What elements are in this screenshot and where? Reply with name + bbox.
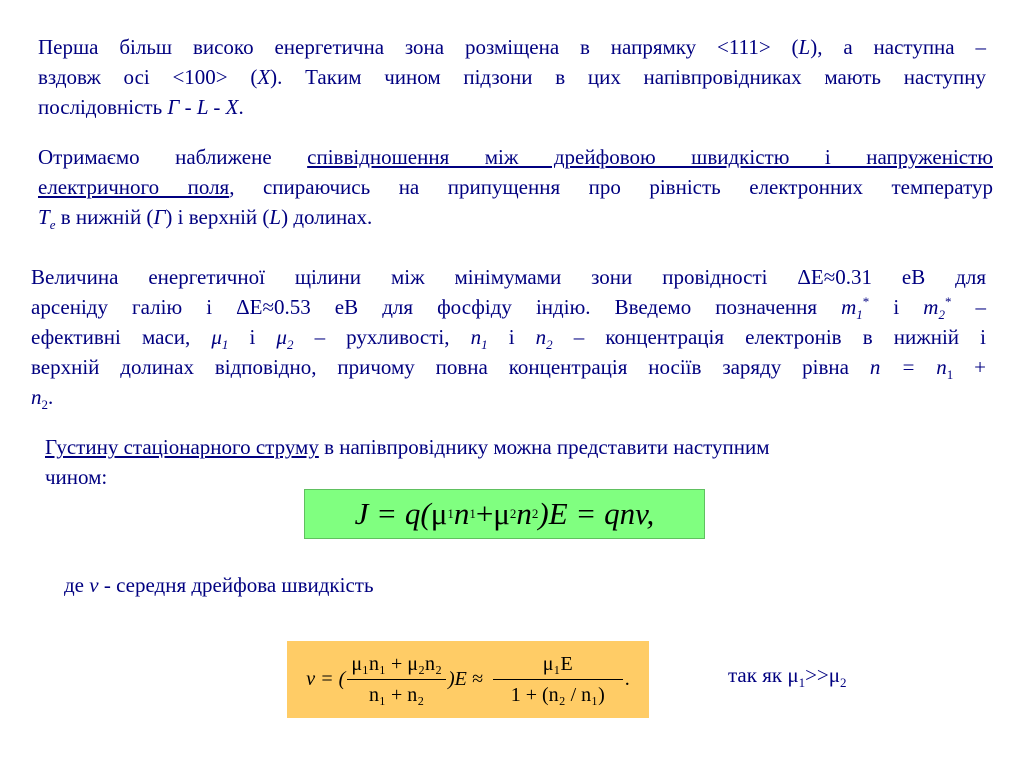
p3-line2: арсеніду галію і ΔE≈0.53 еВ для фосфіду індію. Введемо позначення $m_1^*$ і $m_2^*$ –	[31, 294, 987, 323]
p4-line1: Густину стаціонарного струму в напівпровіднику можна представити наступним	[45, 435, 770, 459]
paragraph-band-order	[38, 32, 986, 122]
current-density-link[interactable]: Густину стаціонарного струму	[45, 435, 319, 459]
mobility-note: так як $\mu_1>>\mu_2$	[728, 663, 847, 691]
p2-line2: електричного поля, спираючись на припущення про рівність електронних температур	[38, 175, 993, 199]
field-link[interactable]: електричного поля	[38, 175, 230, 199]
p3-line1: Величина енергетичної щілини між мінімумами зони провідності ΔE≈0.31 еВ для	[31, 265, 986, 289]
p1-line3: послідовність Γ - L - X.	[38, 95, 244, 119]
p3-line4: верхній долинах відповідно, причому повна концентрація носіїв заряду рівна $n = n_1$ +	[31, 355, 987, 383]
paragraph-relation	[38, 142, 993, 232]
p4-line2: чином:	[45, 465, 108, 489]
paragraph-energy-gap	[31, 262, 986, 412]
p1-line2: вздовж осі <100> (X). Таким чином підзони в цих напівпровідниках мають наступну	[38, 65, 986, 89]
current-density-equation: J = q( μ 1 n 1 + μ 2 n 2 )E = qnv,	[304, 489, 705, 539]
p3-line5: $n_2$.	[31, 385, 54, 413]
paragraph-drift-velocity: де v - середня дрейфова швидкість	[64, 573, 374, 597]
fraction-2: $\frac{\text{μ₁E}}{\text{1 + (n₂ / n₁)}}$	[493, 653, 623, 707]
fraction-1: $\frac{\text{μ₁n₁ + μ₂n₂}}{\text{n₁ + n₂}}$	[347, 653, 446, 707]
p2-line3: $T_e$ в нижній (Γ) і верхній (L) долинах.	[38, 205, 373, 233]
drift-velocity-equation: v = ( $\frac{\text{μ₁n₁ + μ₂n₂}}{\text{n₁ + n₂}}$ )E ≈ $\frac{\text{μ₁E}}{\text{1 + (n₂ / n₁)}}$ .	[287, 641, 649, 718]
relation-link[interactable]: співвідношення між дрейфовою швидкістю і напруженістю	[307, 145, 993, 169]
paragraph-current-density	[45, 432, 945, 492]
p3-line3: ефективні маси, $\mu_1$ і $\mu_2$ – рухливості, $n_1$ і $n_2$ – концентрація електронів в нижній і	[31, 325, 986, 353]
p1-line1: Перша більш високо енергетична зона розміщена в напрямку <111> (L), а наступна –	[38, 35, 986, 59]
p2-line1: Отримаємо наближене співвідношення між дрейфовою швидкістю і напруженістю	[38, 145, 993, 169]
